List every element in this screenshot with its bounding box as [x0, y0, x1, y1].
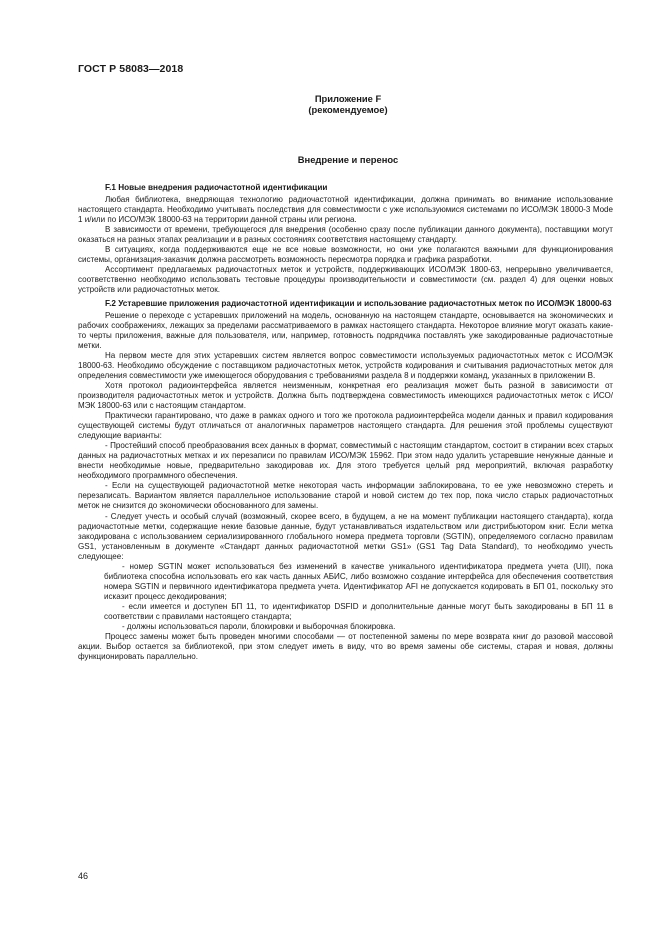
paragraph: На первом месте для этих устаревших систем является вопрос совместимости используемых радиочастотных меток с ИСО/МЭК 18000-63. Необходимо обсуждение с поставщиком радиочастотных меток, устройств кодирования и считывания радиочастотных меток для определения совместимости уже имеющегося оборудования с требованиями раздела 8 и поддержки команд, указанных в приложении В.: [78, 350, 613, 380]
document-body: [78, 181, 613, 662]
list-item: - Если на существующей радиочастотной метке некоторая часть информации заблокирована, то ее уже невозможно стереть и перезаписать. Вариантом является параллельное использование старой и новой систем до тех пор, пока число старых радиочастотных меток не снизится до экономически обоснованного для замены.: [78, 481, 613, 511]
paragraph: В ситуациях, когда поддерживаются еще не все новые возможности, но они уже полагаются важными для функционирования системы, организация-заказчик должна рассмотреть возможность пересмотра порядка и графика разработки.: [78, 245, 613, 265]
list-item: - Следует учесть и особый случай (возможный, скорее всего, в будущем, а не на момент публикации настоящего стандарта), когда радиочастотные метки, содержащие некие базовые данные, будут устанавливаться издательством или дистрибьютором книг. Если метка закодирована с использованием сериализированного глобального номера предмета торговли (SGTIN), определяемого согласно правилам GS1, установленным в документе «Стандарт данных радиочастотной метки GS1» (GS1 Tag Data Standard), то необходимо учесть следующее:: [78, 511, 613, 561]
list-item: - Простейший способ преобразования всех данных в формат, совместимый с настоящим стандартом, состоит в стирании всех старых данных на радиочастотных метках и их перезаписи по правилам ИСО/МЭК 15962. При этом надо удалить устаревшие ненужные данные и внести необходимые новые, предварительно закодировав их. Для этого требуется целый ряд мероприятий, включая разработку необходимого программного обеспечения.: [78, 441, 613, 481]
paragraph: Практически гарантировано, что даже в рамках одного и того же протокола радиоинтерфейса модели данных и правил кодирования существующей системы будут отличаться от аналогичных параметров настоящего стандарта. Для решения этой проблемы существуют следующие варианты:: [78, 411, 613, 441]
sub-list-item: - если имеется и доступен БП 11, то идентификатор DSFID и дополнительные данные могут быть закодированы в БП 11 в соответствии с правилами настоящего стандарта;: [104, 601, 613, 621]
page-number: 46: [78, 871, 89, 881]
annex-title: Приложение F: [314, 93, 382, 104]
paragraph: Решение о переходе с устаревших приложений на модель, основанную на настоящем стандарте, основывается на экономических и рабочих соображениях, лежащих за пределами рассматриваемого в рамках настоящего стандарта. Некоторое влияние могут оказать какие-то черты приложения, важные для пользователя, или, например, готовность подрядчика поставлять уже закодированные радиочастотные метки.: [78, 310, 613, 350]
annex-header: [78, 93, 618, 115]
paragraph: Хотя протокол радиоинтерфейса является неизменным, конкретная его реализация может быть разной в зависимости от производителя радиочастотных меток и устройств. Должна быть подтверждена совместимость имеющихся радиочастотных меток с ИСО/МЭК 18000-63 или с настоящим стандартом.: [78, 380, 613, 410]
section-title: F.2 Устаревшие приложения радиочастотной идентификации и использование радиочастотных меток по ИСО/МЭК 18000-63: [105, 298, 612, 308]
section-title: F.1 Новые внедрения радиочастотной идентификации: [105, 183, 328, 192]
paragraph: Процесс замены может быть проведен многими способами — от постепенной замены по мере возврата книг до разовой массовой акции. Выбор остается за библиотекой, при этом следует иметь в виду, что во время замены обе системы, старая и новая, должны функционировать параллельно.: [78, 632, 613, 662]
annex-heading: Внедрение и перенос: [297, 154, 399, 165]
paragraph: В зависимости от времени, требующегося для внедрения (особенно сразу после публикации данного документа), поставщики могут оказаться на разных этапах реализации и в разных состояниях соответствия настоящему стандарту.: [78, 225, 613, 245]
sub-list-item: - номер SGTIN может использоваться без изменений в качестве уникального идентификатора предмета учета (UII), пока библиотека способна использовать его как часть данных АБИС, либо возможно создание интерфейса для обеспечения соответствия номера SGTIN и первичного идентификатора предмета учета. Идентификатор AFI не допускается кодировать в БП 01, поскольку это исказит процесс декодирования;: [104, 561, 613, 601]
paragraph: Ассортимент предлагаемых радиочастотных меток и устройств, поддерживающих ИСО/МЭК 1800-63, непрерывно увеличивается, соответственно необходимо использовать тестовые процедуры производительности и совместимости (см. раздел 4) для оценки новых устройств или радиочастотных меток.: [78, 265, 613, 295]
paragraph: Любая библиотека, внедряющая технологию радиочастотной идентификации, должна принимать во внимание использование настоящего стандарта. Необходимо учитывать последствия для совместимости с уже используюмися системами по ИСО/МЭК 18000-3 Mode 1 и/или по ИСО/МЭК 18000-63 на территории данной страны или региона.: [78, 195, 613, 225]
sub-list-item: - должны использоваться пароли, блокировки и выборочная блокировка.: [122, 622, 396, 632]
standard-number: ГОСТ Р 58083—2018: [78, 63, 184, 75]
annex-status: (рекомендуемое): [308, 104, 388, 115]
